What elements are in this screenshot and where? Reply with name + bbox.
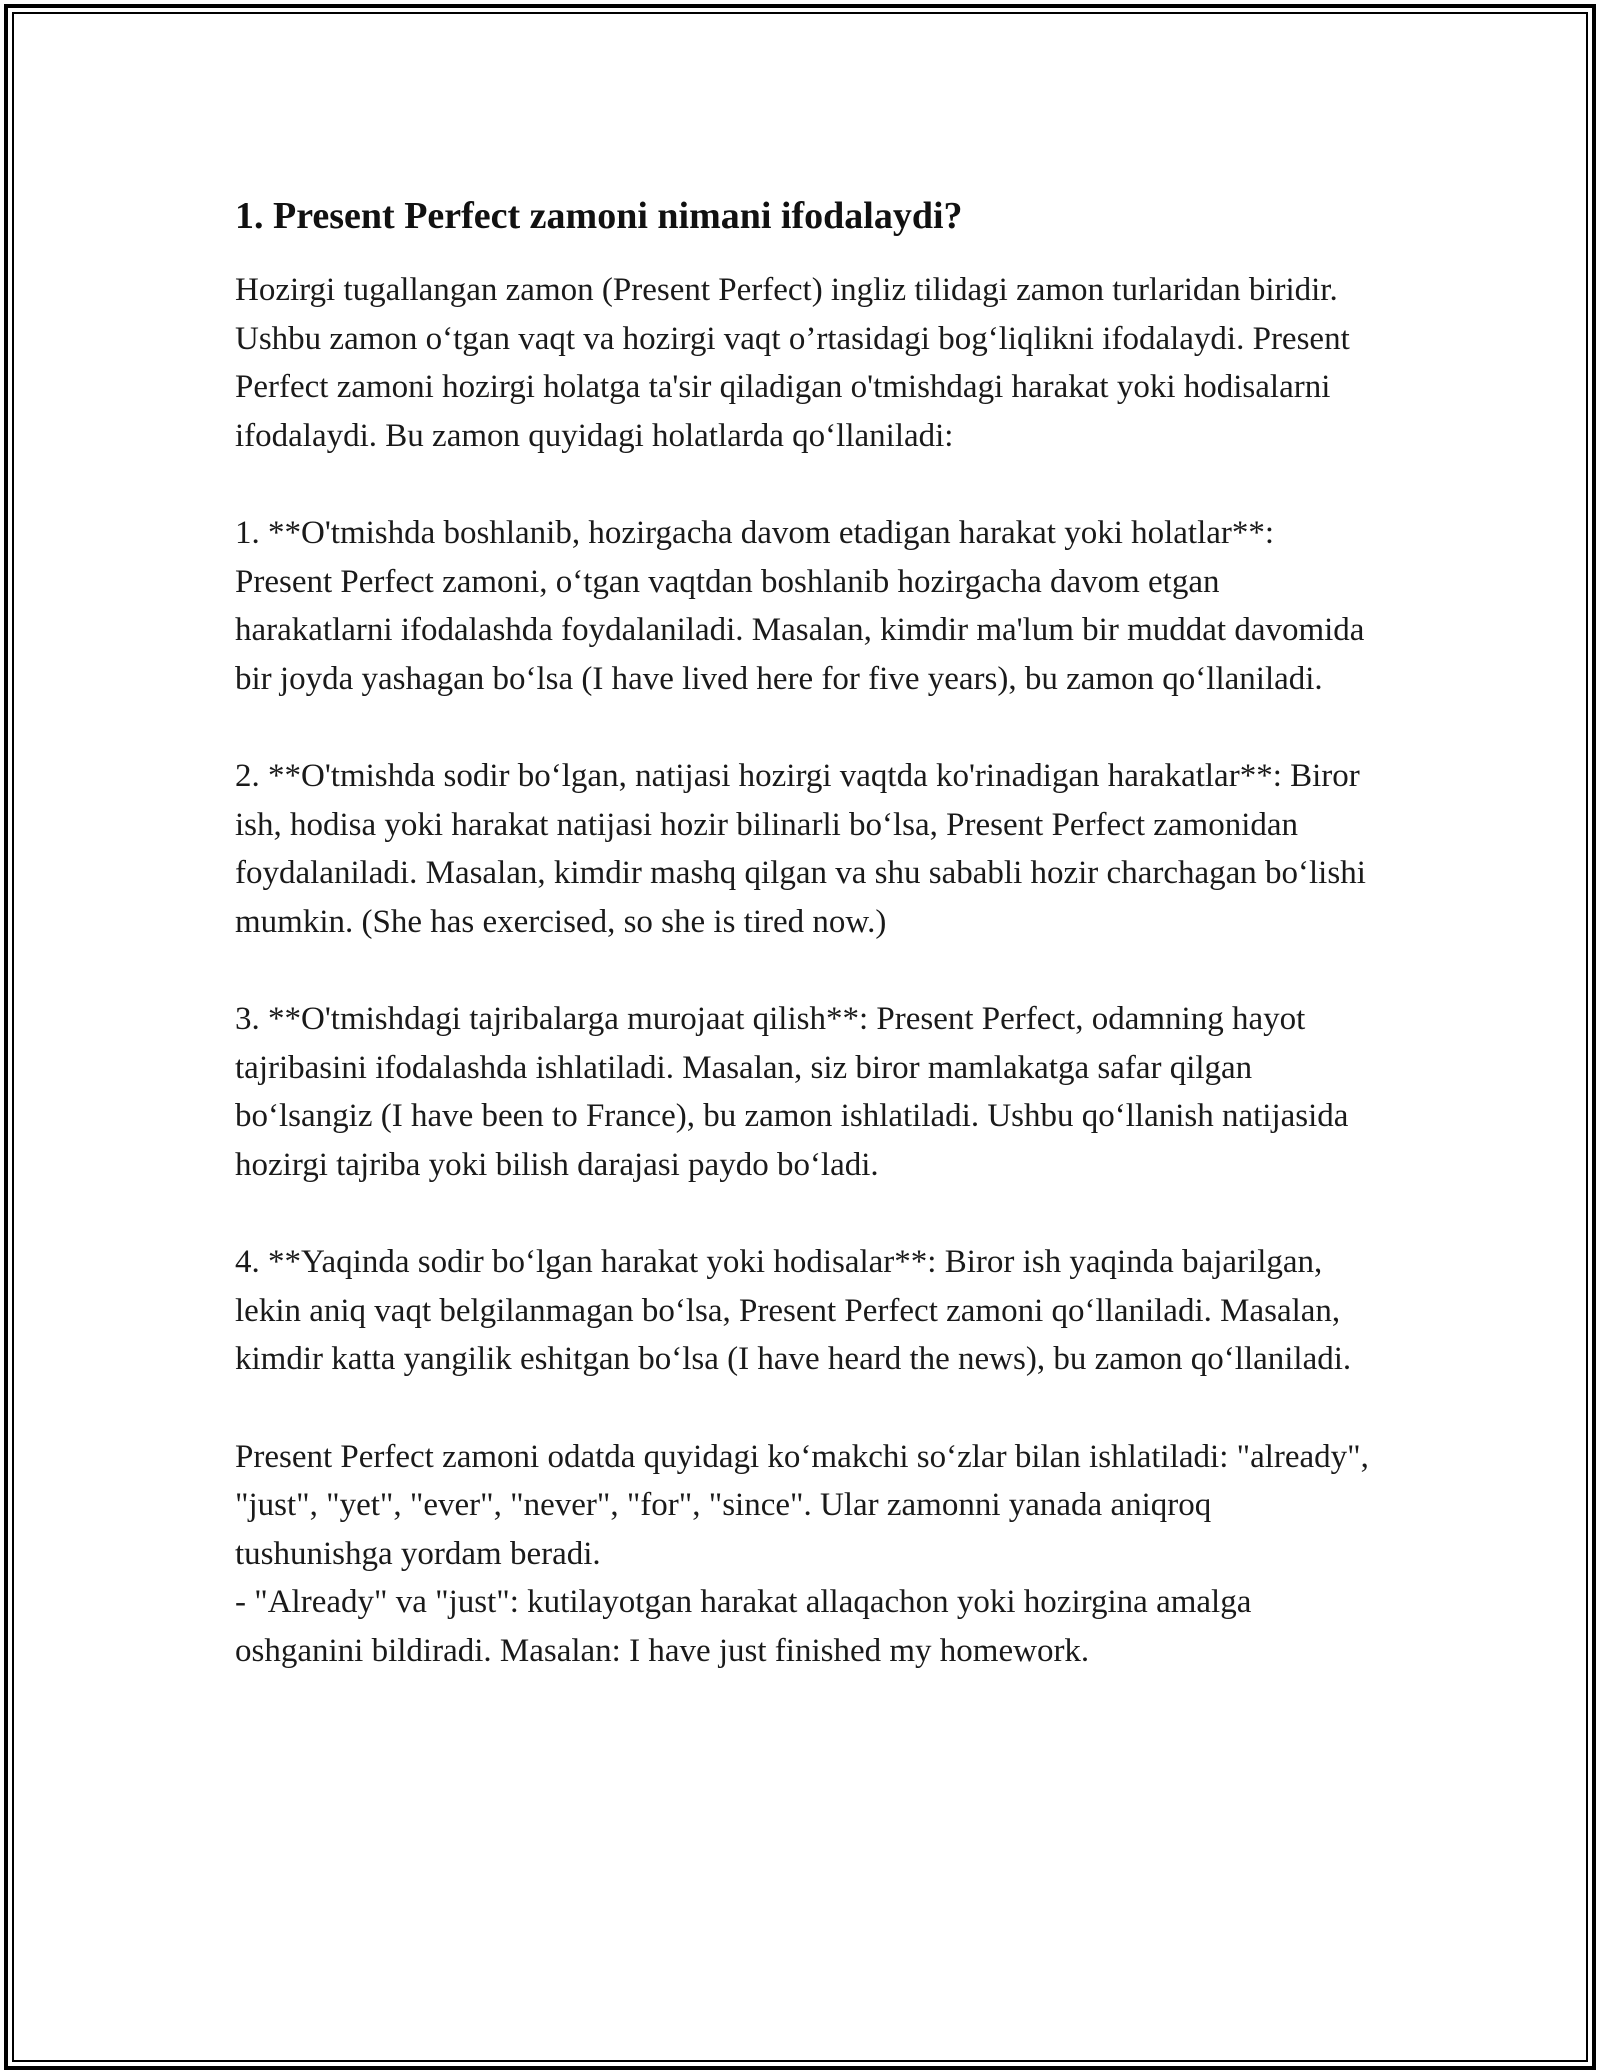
point-3-paragraph: 3. **O'tmishdagi tajribalarga murojaat qilish**: Present Perfect, odamning hayot tajribasini ifodalashda ishlatiladi. Masalan, siz biror mamlakatga safar qilgan bo‘lsangiz (I have been to France), bu zamon ishlatiladi. Ushbu qo‘llanish natijasida hozirgi tajriba yoki bilish darajasi paydo bo‘ladi. <box>235 1001 1349 1183</box>
point-2-paragraph: 2. **O'tmishda sodir bo‘lgan, natijasi hozirgi vaqtda ko'rinadigan harakatlar**: Biror ish, hodisa yoki harakat natijasi hozir bilinarli bo‘lsa, Present Perfect zamonidan foydalaniladi. Masalan, kimdir mashq qilgan va shu sababli hozir charchagan bo‘lishi mumkin. (She has exercised, so she is tired now.) <box>235 758 1366 940</box>
document-title: 1. Present Perfect zamoni nimani ifodalaydi? <box>235 195 963 237</box>
intro-paragraph: Hozirgi tugallangan zamon (Present Perfect) ingliz tilidagi zamon turlaridan biridir. Ushbu zamon o‘tgan vaqt va hozirgi vaqt o’rtasidagi bog‘liqlikni ifodalaydi. Present Perfect zamoni hozirgi holatga ta'sir qiladigan o'tmishdagi harakat yoki hodisalarni ifodalaydi. Bu zamon quyidagi holatlarda qo‘llaniladi: <box>235 272 1350 454</box>
point-4-paragraph: 4. **Yaqinda sodir bo‘lgan harakat yoki hodisalar**: Biror ish yaqinda bajarilgan, lekin aniq vaqt belgilanmagan bo‘lsa, Present Perfect zamoni qo‘llaniladi. Masalan, kimdir katta yangilik eshitgan bo‘lsa (I have heard the news), bu zamon qo‘llaniladi. <box>235 1244 1352 1377</box>
point-1-paragraph: 1. **O'tmishda boshlanib, hozirgacha davom etadigan harakat yoki holatlar**: Present Perfect zamoni, o‘tgan vaqtdan boshlanib hozirgacha davom etgan harakatlarni ifodalashda foydalaniladi. Masalan, kimdir ma'lum bir muddat davomida bir joyda yashagan bo‘lsa (I have lived here for five years), bu zamon qo‘llaniladi. <box>235 515 1365 697</box>
helper-words-paragraph: Present Perfect zamoni odatda quyidagi ko‘makchi so‘zlar bilan ishlatiladi: "already", "just", "yet", "ever", "never", "for", "since". Ular zamonni yanada aniqroq tushunishga yordam beradi. <box>235 1438 1369 1572</box>
document-body <box>235 188 1375 1675</box>
already-just-paragraph: - "Already" va "just": kutilayotgan harakat allaqachon yoki hozirgina amalga oshganini bildiradi. Masalan: I have just finished my homework. <box>235 1584 1252 1669</box>
